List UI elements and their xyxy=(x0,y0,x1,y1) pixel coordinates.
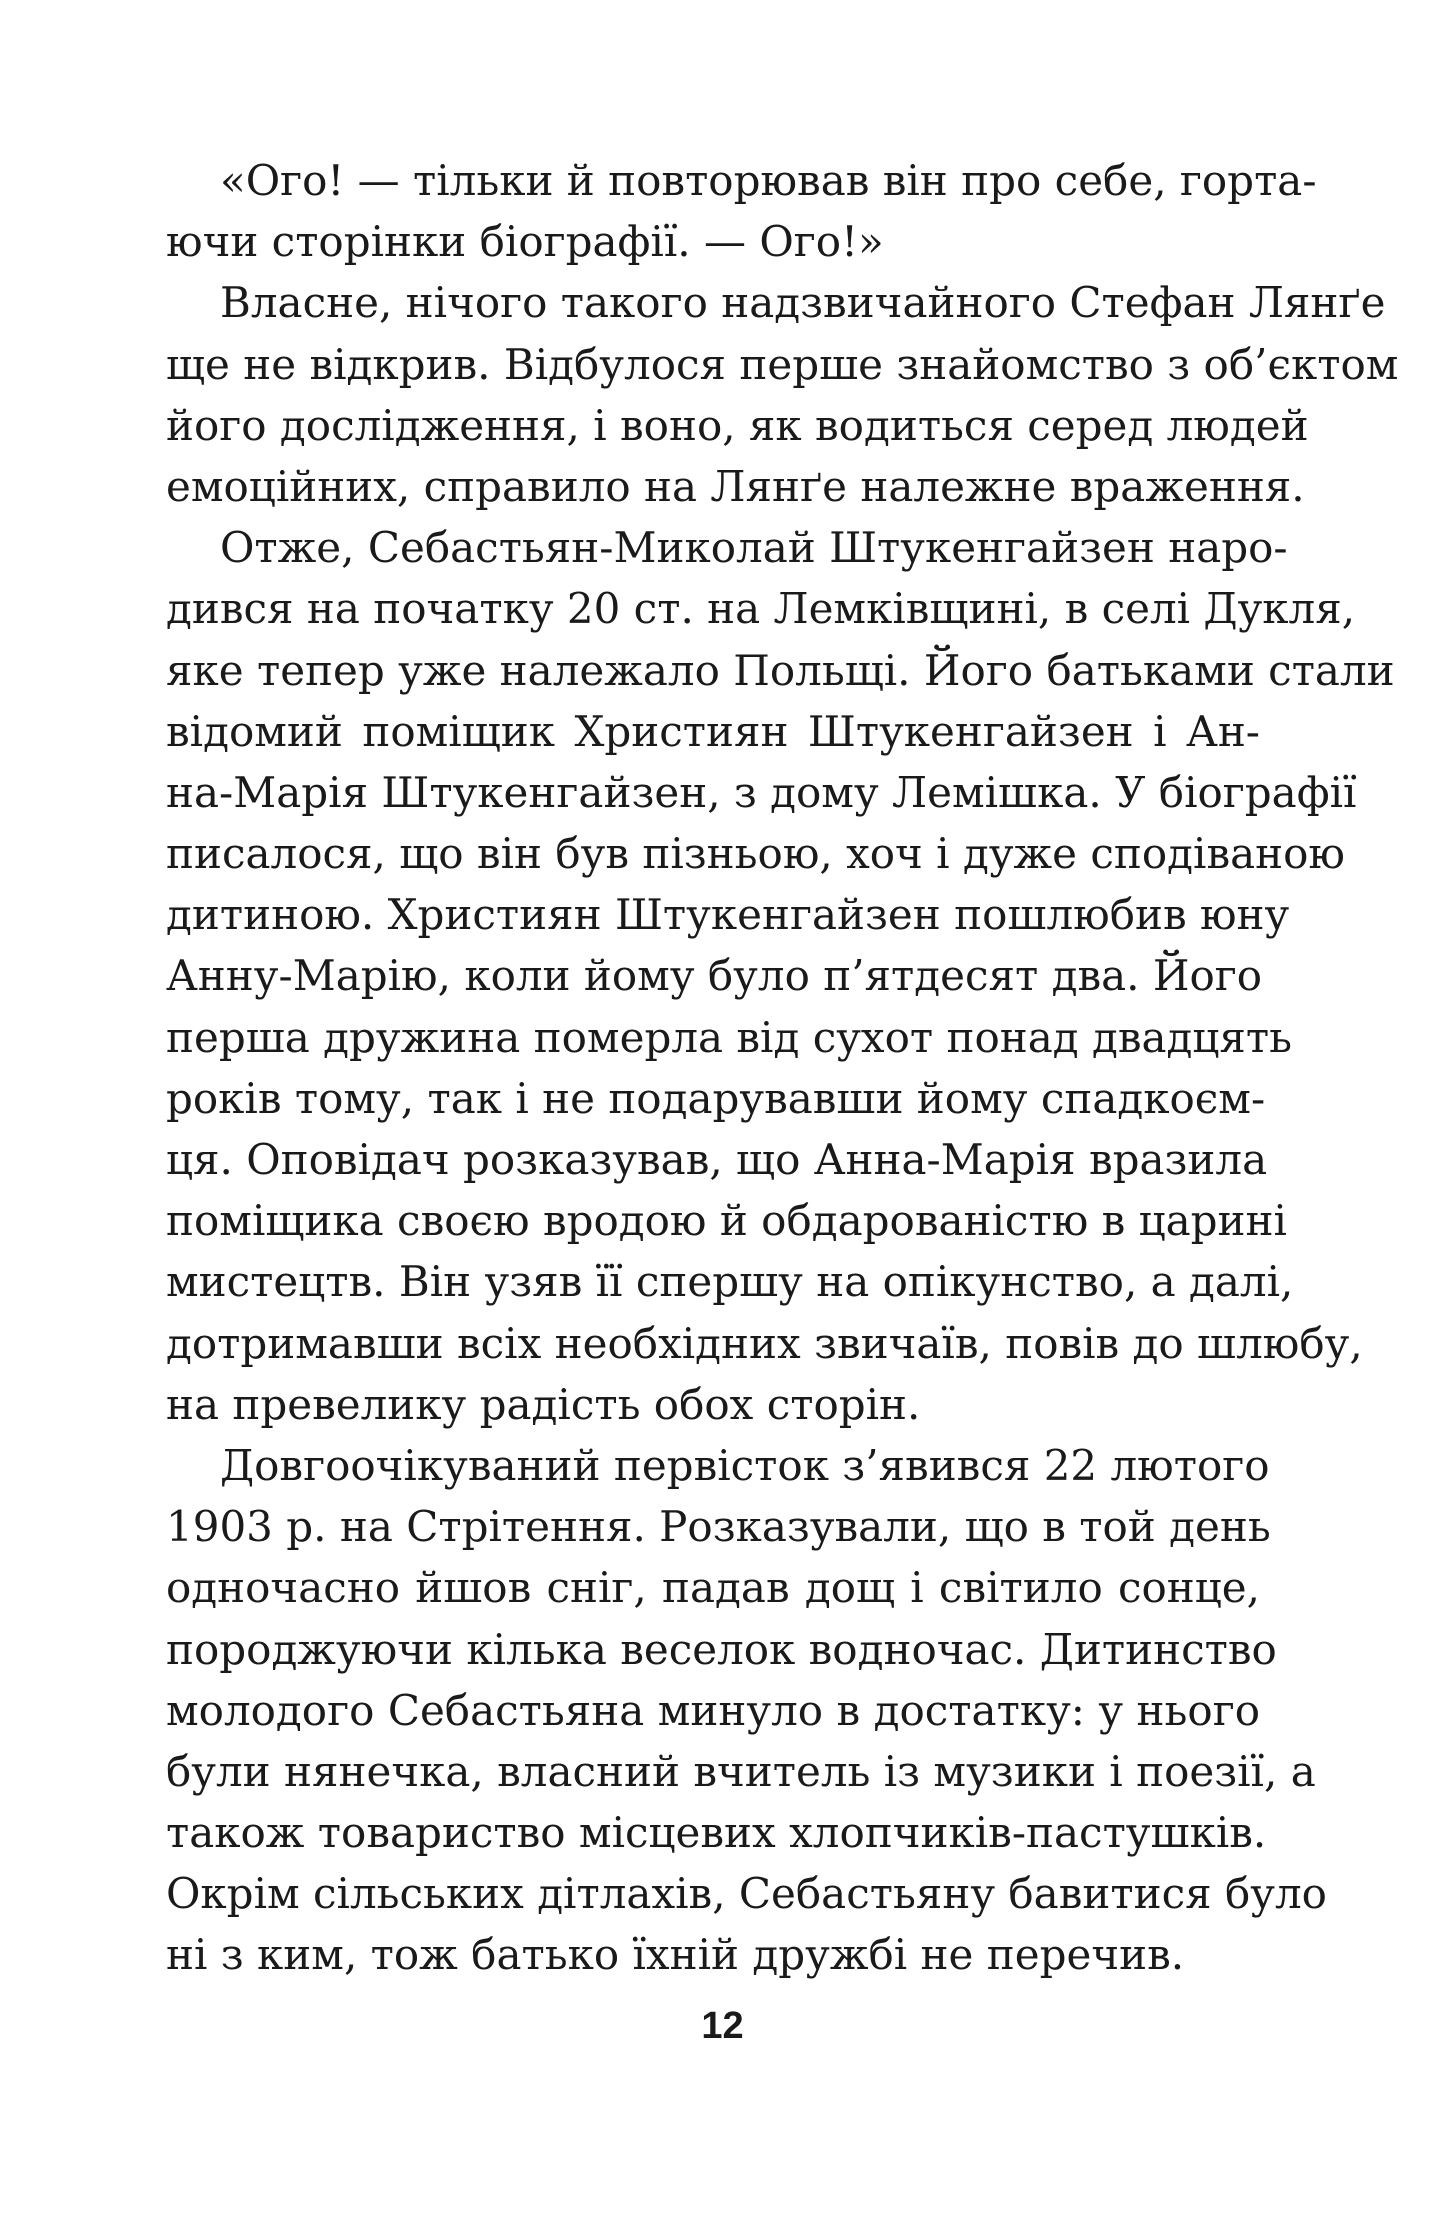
text-line: поміщика своєю вродою й обдарованістю в царині xyxy=(166,1196,1287,1246)
text-line: писалося, що він був пізньою, хоч і дуже сподіваною xyxy=(166,829,1345,879)
text-line: на превелику радість обох сторін. xyxy=(166,1379,921,1429)
page-number: 12 xyxy=(701,2005,744,2047)
text-line: 1903 р. на Стрітення. Розказували, що в той день xyxy=(166,1502,1271,1552)
text-line: емоційних, справило на Лянґе належне враження. xyxy=(166,461,1305,511)
text-line: Отже, Себастьян-Миколай Штукенгайзен наро- xyxy=(220,523,1288,573)
text-line: його дослідження, і воно, як водиться серед людей xyxy=(166,400,1309,450)
text-line: ні з ким, тож батько їхній дружбі не перечив. xyxy=(166,1930,1185,1980)
text-line: на-Марія Штукенгайзен, з дому Лемішка. У біографії xyxy=(166,767,1357,817)
text-line: дотримавши всіх необхідних звичаїв, повів до шлюбу, xyxy=(166,1318,1363,1368)
text-line: одночасно йшов сніг, падав дощ і світило сонце, xyxy=(166,1563,1260,1613)
text-line: Анну-Марію, коли йому було п’ятдесят два. Його xyxy=(166,951,1263,1001)
text-line: також товариство місцевих хлопчиків-пастушків. xyxy=(166,1808,1267,1858)
text-line: ця. Оповідач розказував, що Анна-Марія вразила xyxy=(166,1135,1268,1184)
text-line: Довгоочікуваний первісток з’явився 22 лютого xyxy=(220,1440,1270,1490)
text-line: відомий поміщик Християн Штукенгайзен і Ан- xyxy=(166,706,1260,756)
text-line: «Ого! — тільки й повторював він про себе, горта- xyxy=(220,156,1317,205)
text-line: дився на початку 20 ст. на Лемківщині, в селі Дукля, xyxy=(166,584,1356,634)
text-line: Власне, нічого такого надзвичайного Стефан Лянґе xyxy=(220,278,1386,328)
text-line: були нянечка, власний вчитель із музики і поезії, а xyxy=(166,1746,1316,1796)
text-line: перша дружина померла від сухот понад двадцять xyxy=(166,1012,1293,1062)
text-line: яке тепер уже належало Польщі. Його батьками стали xyxy=(166,645,1395,695)
text-line: років тому, так і не подарувавши йому спадкоєм- xyxy=(166,1073,1266,1123)
text-line: породжуючи кілька веселок водночас. Дитинство xyxy=(166,1624,1277,1674)
text-line: ючи сторінки біографії. — Ого!» xyxy=(166,217,884,267)
text-line: мистецтв. Він узяв її спершу на опікунство, а далі, xyxy=(166,1257,1294,1307)
text-line: Окрім сільських дітлахів, Себастьяну бавитися було xyxy=(166,1869,1327,1919)
text-line: ще не відкрив. Відбулося перше знайомство з об’єктом xyxy=(166,339,1399,389)
text-line: молодого Себастьяна минуло в достатку: у нього xyxy=(166,1685,1260,1735)
body-text xyxy=(166,150,1399,1986)
text-line: дитиною. Християн Штукенгайзен пошлюбив юну xyxy=(166,890,1290,940)
